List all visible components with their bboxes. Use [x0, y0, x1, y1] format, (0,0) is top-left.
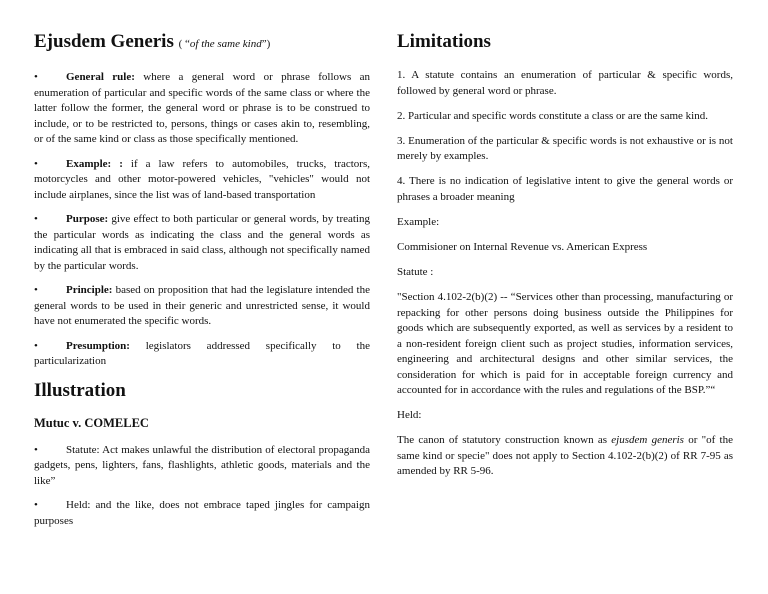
- title-subtitle: [179, 38, 271, 50]
- principle-term: Principle:: [66, 284, 113, 296]
- limitation-item: 1. A statute contains an enumeration of particular & specific words, followed by general word or phrase.: [397, 69, 733, 97]
- section-title-ejusdem-generis: [34, 30, 370, 56]
- subtitle-open: ( “: [178, 38, 190, 50]
- subtitle-close: ”): [261, 38, 271, 50]
- illustration-heading: Illustration: [34, 379, 126, 401]
- example-paragraph: [34, 157, 370, 204]
- bullet-icon: •: [34, 499, 38, 511]
- title-text: Ejusdem Generis: [34, 31, 174, 52]
- subtitle-text: of the same kind: [189, 38, 262, 50]
- statute-quote: "Section 4.102-2(b)(2) -- “Services other than processing, manufacturing or repacking for other persons doing business outside the Philippines for goods which are subsequently exported, as well as services by a resident to a non-resident foreign client such as project studies, information services, engineering and architectural designs and other similar services, the consideration for which is paid for in acceptable foreign currency and accounted for in accordance with the rules and regulations of the BSP.”“: [397, 291, 733, 397]
- presumption-text: legislators addressed specifically to the particularization: [34, 339, 370, 367]
- case-statute-paragraph: [34, 443, 370, 490]
- example-label: Example:: [397, 215, 440, 228]
- limitation-item: 3. Enumeration of the particular & specific words is not exhaustive or is not merely by examples.: [397, 134, 733, 163]
- purpose-text: give effect to both particular or general words, by treating the particular words as indicating the class and the general words as indicating all that is embraced in said class, although not specifically named by the particular words.: [34, 213, 370, 272]
- presumption-paragraph: [34, 339, 370, 370]
- limitation-item: 2. Particular and specific words constitute a class or are the same kind.: [397, 109, 708, 122]
- statute-label: Statute :: [397, 266, 434, 279]
- held-label: Held:: [397, 409, 422, 422]
- bullet-icon: •: [34, 339, 38, 352]
- rule-term: General rule:: [66, 71, 135, 83]
- example-text: if a law refers to automobiles, trucks, tractors, motorcycles and other motor-powered vehicles, "vehicles" would not include airplanes, since the list was of land-based transportation: [34, 157, 370, 201]
- case-held-text: Held: and the like, does not embrace taped jingles for campaign purposes: [34, 499, 370, 527]
- case-title: Mutuc v. COMELEC: [34, 415, 149, 430]
- purpose-term: Purpose:: [66, 213, 109, 225]
- bullet-icon: •: [34, 443, 38, 456]
- bullet-icon: •: [34, 157, 38, 170]
- held-paragraph: [397, 433, 733, 480]
- rule-text: where a general word or phrase follows an enumeration of particular and specific words of the same class or where the latter follow the former, the general word or phrase is to be construed to include, or to be restricted to, persons, things or cases akin to, resembling, or of the same kind or class as those specifically mentioned.: [34, 71, 370, 145]
- held-text-after: or "of the same kind or specie" does not apply to Section 4.102-2(b)(2) of RR 7-95 as amended by RR 5-96.: [397, 434, 733, 478]
- limitation-item: 4. There is no indication of legislative intent to give the general words or phrases a broader meaning: [397, 175, 733, 203]
- bullet-icon: •: [34, 284, 38, 296]
- example-case-name: Commisioner on Internal Revenue vs. American Express: [397, 240, 648, 253]
- rule-paragraph: [34, 70, 370, 148]
- case-held-paragraph: [34, 498, 370, 529]
- bullet-icon: •: [34, 71, 38, 83]
- purpose-paragraph: [34, 212, 370, 274]
- section-title-limitations: Limitations: [397, 31, 491, 52]
- held-text-italic: ejusdem generis: [611, 434, 684, 447]
- principle-text: based on proposition that had the legislature intended the general words to be used in their generic and unrestricted sense, it would have not enumerated the specific words.: [34, 284, 370, 327]
- held-text-before: The canon of statutory construction known as: [397, 434, 612, 447]
- principle-paragraph: [34, 283, 370, 330]
- example-term: Example: :: [66, 157, 123, 170]
- left-column: [34, 30, 370, 538]
- bullet-icon: •: [34, 213, 38, 225]
- case-statute-text: Statute: Act makes unlawful the distribution of electoral propaganda gadgets, pens, lighters, fans, flashlights, athletic goods, materials and the like”: [34, 443, 370, 487]
- presumption-term: Presumption:: [66, 339, 130, 352]
- right-column: [397, 30, 733, 489]
